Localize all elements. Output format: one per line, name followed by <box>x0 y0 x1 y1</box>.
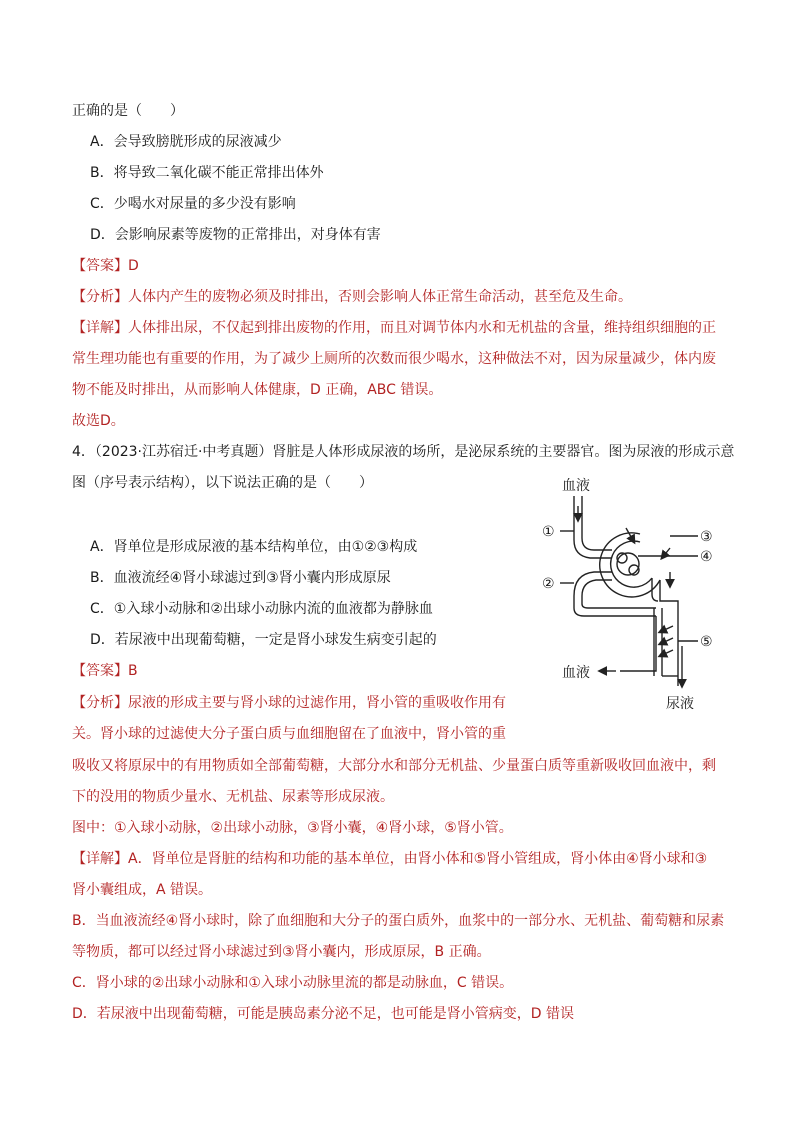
q4-option-c: C．①入球小动脉和②出球小动脉内流的血液都为静脉血 <box>90 601 433 617</box>
detail-text: 人体排出尿，不仅起到排出废物的作用，而且对调节体内水和无机盐的含量，维持组织细胞的正 <box>128 320 716 336</box>
q3-option-a: A．会导致膀胱形成的尿液减少 <box>90 134 282 150</box>
blood-in-label: 血液 <box>562 478 590 494</box>
answer-tag: 【答案】 <box>72 663 128 679</box>
q4-detail-line-6: D．若尿液中出现葡萄糖，可能是胰岛素分泌不足，也可能是肾小管病变，D 错误 <box>72 1006 575 1022</box>
answer-tag: 【答案】 <box>72 258 128 274</box>
label-4: ④ <box>700 549 713 565</box>
q4-stem-line-2: 图（序号表示结构），以下说法正确的是（ ） <box>72 475 373 491</box>
q4-analysis-line-4: 下的没用的物质少量水、无机盐、尿素等形成尿液。 <box>72 789 394 805</box>
q4-answer <box>72 661 138 681</box>
label-2: ② <box>542 576 555 592</box>
answer-value: D <box>128 258 139 274</box>
q3-conclusion: 故选D。 <box>72 413 125 429</box>
blood-out-label: 血液 <box>562 665 590 681</box>
q4-stem-line-1: 4．（2023·江苏宿迁·中考真题）肾脏是人体形成尿液的场所，是泌尿系统的主要器官。图为尿液的形成示意 <box>72 444 735 460</box>
q4-detail-line-2: 肾小囊组成，A 错误。 <box>72 882 213 898</box>
q3-answer <box>72 256 139 276</box>
q4-analysis-line-1 <box>72 693 506 713</box>
urine-label: 尿液 <box>666 696 694 712</box>
q3-option-b: B．将导致二氧化碳不能正常排出体外 <box>90 165 324 181</box>
q4-option-d: D．若尿液中出现葡萄糖，一定是肾小球发生病变引起的 <box>90 632 437 648</box>
detail-tag: 【详解】 <box>72 851 128 867</box>
q3-option-c: C．少喝水对尿量的多少没有影响 <box>90 196 296 212</box>
detail-tag: 【详解】 <box>72 320 128 336</box>
analysis-tag: 【分析】 <box>72 695 128 711</box>
analysis-tag: 【分析】 <box>72 289 128 305</box>
label-1: ① <box>542 524 555 540</box>
q3-analysis <box>72 287 632 307</box>
q3-detail-line-1 <box>72 318 716 338</box>
q3-detail-line-2: 常生理功能也有重要的作用，为了减少上厕所的次数而很少喝水，这种做法不对，因为尿量减少，体内废 <box>72 351 716 367</box>
q4-figure-note: 图中：①入球小动脉，②出球小动脉，③肾小囊，④肾小球，⑤肾小管。 <box>72 820 513 836</box>
nephron-diagram <box>530 476 730 716</box>
q3-detail-line-3: 物不能及时排出，从而影响人体健康，D 正确，ABC 错误。 <box>72 382 443 398</box>
analysis-text: 人体内产生的废物必须及时排出，否则会影响人体正常生命活动，甚至危及生命。 <box>128 289 632 305</box>
q3-stem-tail: 正确的是（ ） <box>72 103 184 119</box>
q4-detail-line-5: C．肾小球的②出球小动脉和①入球小动脉里流的都是动脉血，C 错误。 <box>72 975 514 991</box>
detail-text: A．肾单位是肾脏的结构和功能的基本单位，由肾小体和⑤肾小管组成，肾小体由④肾小球和③ <box>128 851 708 867</box>
label-5: ⑤ <box>700 634 713 650</box>
q4-analysis-line-3: 吸收又将原尿中的有用物质如全部葡萄糖，大部分水和部分无机盐、少量蛋白质等重新吸收回血液中，剩 <box>72 758 716 774</box>
answer-value: B <box>128 663 138 679</box>
q4-detail-line-1 <box>72 849 707 869</box>
q4-option-a: A．肾单位是形成尿液的基本结构单位，由①②③构成 <box>90 539 418 555</box>
analysis-text: 尿液的形成主要与肾小球的过滤作用，肾小管的重吸收作用有 <box>128 695 506 711</box>
q4-option-b: B．血液流经④肾小球滤过到③肾小囊内形成原尿 <box>90 570 391 586</box>
q4-analysis-line-2: 关。肾小球的过滤使大分子蛋白质与血细胞留在了血液中，肾小管的重 <box>72 726 506 742</box>
q3-option-d: D．会影响尿素等废物的正常排出，对身体有害 <box>90 227 381 243</box>
q4-detail-line-3: B．当血液流经④肾小球时，除了血细胞和大分子的蛋白质外，血浆中的一部分水、无机盐、葡萄糖和尿素 <box>72 913 725 929</box>
label-3: ③ <box>700 529 713 545</box>
q4-detail-line-4: 等物质，都可以经过肾小球滤过到③肾小囊内，形成原尿，B 正确。 <box>72 944 491 960</box>
